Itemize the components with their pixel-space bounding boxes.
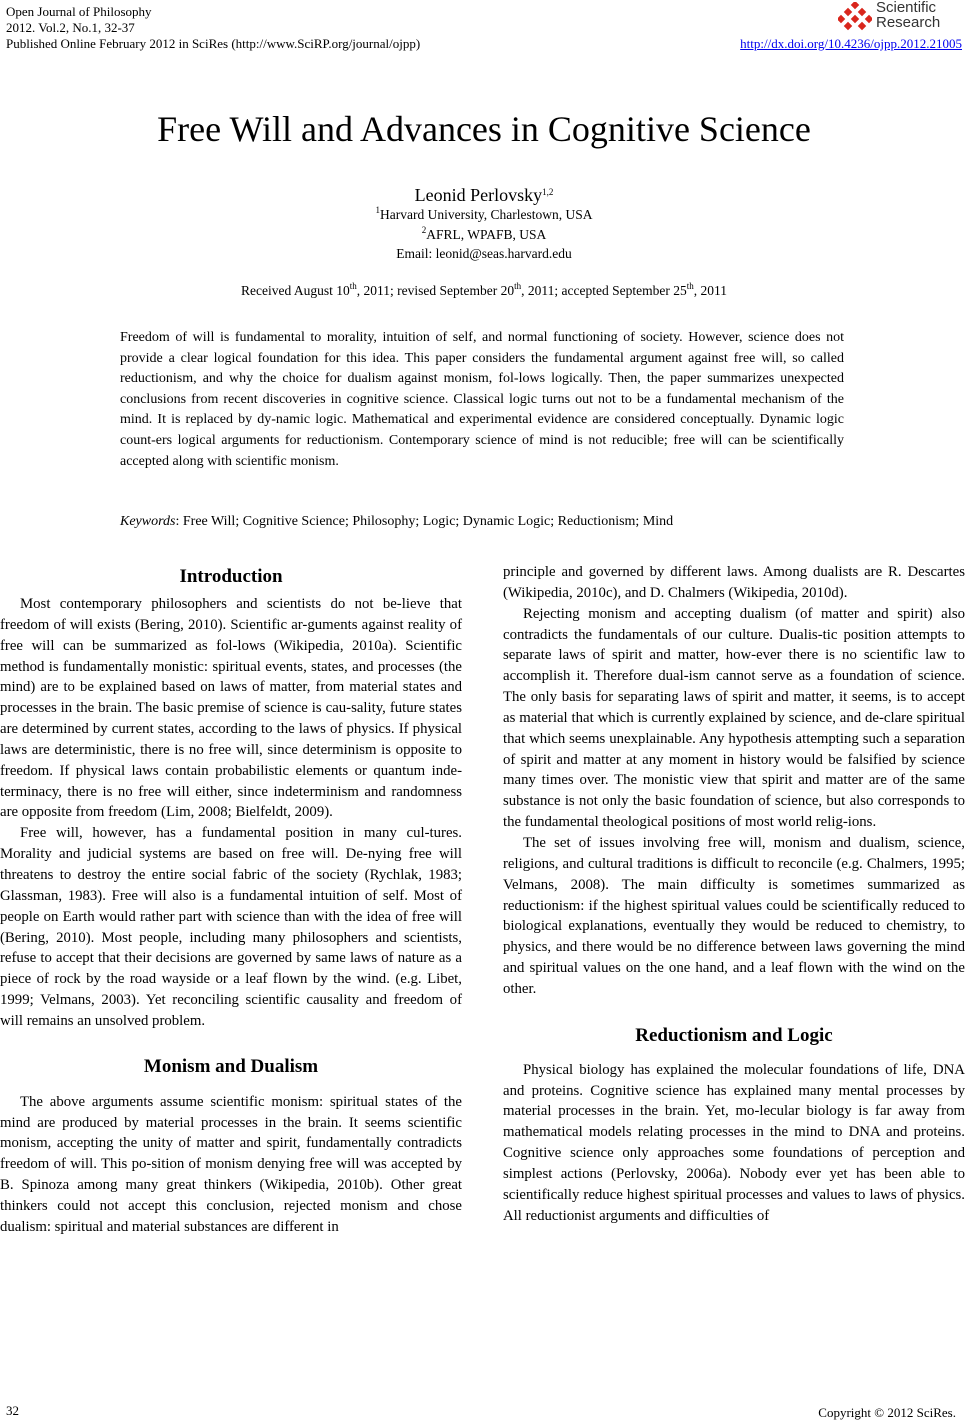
monism-paragraph-2: Rejecting monism and accepting dualism (of matter and spirit) also contradicts the fundamentals of our culture. Dualis-tic position attempts to separate laws of spirit and matter, how-ever there is no scientific law to accomplish it. Therefore dual-ism cannot serve as a foundation of science. The only basis for separating laws of spirit and matter, it seems, is to accept as material that which is currently explained by science, and de-clare spiritual that which seems unexplainable. Any hypothesis attempting such a separation of spirit and matter at any moment in history would be falsified by science many times over. The monistic view that spirit and matter are of the same substance is not only the basic foundation of science, but also corresponds to the fundamental theological positions of most world relig-ions. [503, 605, 965, 831]
received-date: Received August 10 [241, 283, 350, 298]
keywords-list: : Free Will; Cognitive Science; Philosophy; Logic; Dynamic Logic; Reductionism; Mind [175, 514, 674, 529]
journal-name: Open Journal of Philosophy [6, 4, 152, 19]
revised-date: , 2011; revised September 20 [356, 283, 515, 298]
author-email: Email: leonid@seas.harvard.edu [396, 246, 572, 261]
heading-monism-dualism: Monism and Dualism [143, 1055, 319, 1077]
accepted-date-sup: th [686, 281, 694, 291]
keywords [120, 512, 844, 532]
monism-paragraph-3: The set of issues involving free will, monism and dualism, science, religions, and cultural traditions is difficult to reconcile (e.g. Chalmers, 1995; Velmans, 2008). The main difficulty is sometimes summarized as reductionism: if the highest spiritual values could be scientifically reduced to biological explanations, eventually they would be reduced to chemistry, to physics, and there would be no difference between laws governing the mind and spiritual values on the one hand, and a leaf flown with the wind on the other. [503, 834, 965, 997]
monism-paragraph-continued: principle and governed by different laws. Among dualists are R. Descartes (Wikipedia, 2010c), and D. Chalmers (Wikipedia, 2010d). [503, 564, 965, 601]
heading-reductionism-logic: Reductionism and Logic [635, 1024, 833, 1046]
author-affiliation-marks: 1,2 [542, 187, 554, 197]
affiliation-1 [0, 206, 968, 224]
journal-header [6, 4, 420, 52]
right-column [503, 562, 965, 1226]
author-name: Leonid Perlovsky [414, 185, 543, 205]
affiliation-1-text: Harvard University, Charlestown, USA [380, 207, 593, 222]
copyright: Copyright © 2012 SciRes. [818, 1405, 956, 1420]
doi-link[interactable]: http://dx.doi.org/10.4236/ojpp.2012.21005 [740, 36, 962, 51]
abstract: Freedom of will is fundamental to morality, intuition of self, and normal functioning of society. However, science does not provide a clear logical foundation for this idea. This paper considers the fundamental argument against free will, so called reductionism, and why the choice for dualism against monism, fol-lows logically. Then, the paper summarizes unexpected conclusions from recent discoveries in cognitive science. Classical logic turns out not to be a fundamental mechanism of the mind. It is replaced by dy-namic logic. Mathematical and experimental evidence are considered conceptually. Dynamic logic count-ers logical arguments for reductionism. Contemporary science of mind is not reducible; free will can be scientifically accepted along with scientific monism. [120, 330, 844, 469]
intro-paragraph-1: Most contemporary philosophers and scientists do not be-lieve that freedom of will exists (Bering, 2010). Scientific ar-guments against reality of free will can be summarized as fol-lows (Wikipedia, 2010a). Scientific method is fundamentally monistic: spiritual events, states, and processes (the mind) are to be explained based on laws of matter, from material states and processes in the brain. The basic premise of science is cau-sality, future states are determined by current states, according to the laws of physics. If physical laws are deterministic, there is no free will, since determinism is opposite to freedom. If physical laws contain probabilistic elements or quantum inde-terminacy, there is no free will either, since indeterminism and randomness are opposite from freedom (Lim, 2008; Bielfeldt, 2009). [0, 596, 462, 821]
monism-paragraph-1: The above arguments assume scientific monism: spiritual states of the mind are produced by material processes in the brain. It seems scientific monism, accepting the unity of matter and spirit, fundamentally contradicts freedom of will. This po-sition of monism denying free will was accepted by B. Spinoza among many great thinkers (Wikipedia, 2010b). Other great thinkers could not accept this conclusion, rejected monism and chose dualism: spiritual and material substances are different in [0, 1093, 462, 1235]
accepted-date: , 2011; accepted September 25 [521, 283, 687, 298]
accepted-year: , 2011 [693, 283, 727, 298]
affiliation-1-mark: 1 [375, 205, 381, 215]
logo-text-line2: Research [876, 14, 941, 31]
keywords-label: Keywords [120, 514, 176, 529]
intro-paragraph-2: Free will, however, has a fundamental position in many cul-tures. Morality and judicial systems are based on free will. De-nying free will threatens to destroy the entire social fabric of the society (Rychlak, 1983; Glassman, 1983). Free will also is a fundamental intuition of self. Most of people on Earth would rather part with science than with the idea of free will (Bering, 2010). Most people, including many philosophers and scientists, refuse to accept that their decisions are governed by same laws of nature as a piece of rock by the road wayside or a leaf flown by the wind. (e.g. Libet, 1999; Velmans, 2003). Yet reconciling scientific causality and freedom of will remains an unsolved problem. [0, 825, 462, 1029]
paper-title: Free Will and Advances in Cognitive Science [157, 109, 811, 149]
left-column [0, 562, 462, 1238]
journal-volume: 2012. Vol.2, No.1, 32-37 [6, 20, 135, 35]
affiliation-2-text: AFRL, WPAFB, USA [426, 227, 547, 242]
affiliation-2 [0, 226, 968, 244]
author-line [0, 184, 968, 206]
affiliation-2-mark: 2 [421, 225, 427, 235]
reduction-paragraph-1: Physical biology has explained the molecular foundations of life, DNA and proteins. Cognitive science has explained many mental processes by material processes in the brain. Yet, mo-lecular biology is far away from mathematical models relating processes in the mind to DNA and proteins. Cognitive science only approaches some foundations of perception and simplest actions (Perlovsky, 2006a). Nobody ever yet has been able to scientifically reduce highest spiritual processes and values to laws of physics. All reductionist arguments and difficulties of [503, 1061, 965, 1224]
received-dates [0, 282, 968, 300]
page-number: 32 [6, 1403, 19, 1418]
journal-published: Published Online February 2012 in SciRes (http://www.SciRP.org/journal/ojpp) [6, 36, 421, 51]
logo-diamond-icon [838, 2, 872, 32]
revised-date-sup: th [514, 281, 522, 291]
heading-introduction: Introduction [179, 566, 283, 587]
logo-text-line1: Scientific [876, 0, 937, 16]
received-date-sup: th [349, 281, 357, 291]
scientific-research-logo [838, 0, 958, 36]
